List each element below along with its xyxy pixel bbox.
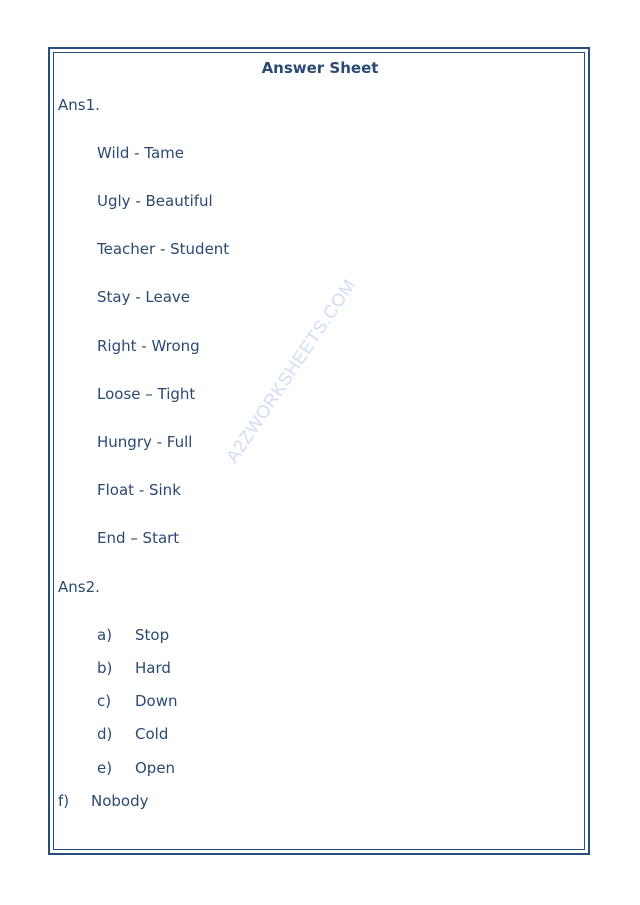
answer-word: Open	[135, 759, 176, 777]
opposite-pair: Hungry - Full	[97, 433, 193, 451]
opposite-pair: Ugly - Beautiful	[97, 192, 213, 210]
ans2-label: Ans2.	[58, 578, 100, 596]
answer-letter: b)	[97, 659, 113, 677]
opposite-pair: End – Start	[97, 529, 180, 547]
answer-letter: d)	[97, 725, 113, 743]
answer-word: Stop	[135, 626, 170, 644]
opposite-pair: Float - Sink	[97, 481, 181, 499]
opposite-pair: Right - Wrong	[97, 337, 200, 355]
page-title: Answer Sheet	[261, 59, 379, 77]
answer-word: Hard	[135, 659, 171, 677]
answer-word: Cold	[135, 725, 169, 743]
answer-word: Nobody	[91, 792, 149, 810]
opposite-pair: Teacher - Student	[97, 240, 230, 258]
opposite-pair: Stay - Leave	[97, 288, 191, 306]
page-border-inner	[53, 52, 585, 850]
answer-word: Down	[135, 692, 178, 710]
answer-letter: a)	[97, 626, 113, 644]
answer-letter: c)	[97, 692, 112, 710]
watermark: A2ZWORKSHEETS.COM	[222, 275, 360, 467]
opposite-pair: Wild - Tame	[97, 144, 185, 162]
ans1-label: Ans1.	[58, 96, 100, 114]
opposite-pair: Loose – Tight	[97, 385, 196, 403]
answer-letter: f)	[58, 792, 70, 810]
page-border-outer	[48, 47, 590, 855]
answer-letter: e)	[97, 759, 113, 777]
